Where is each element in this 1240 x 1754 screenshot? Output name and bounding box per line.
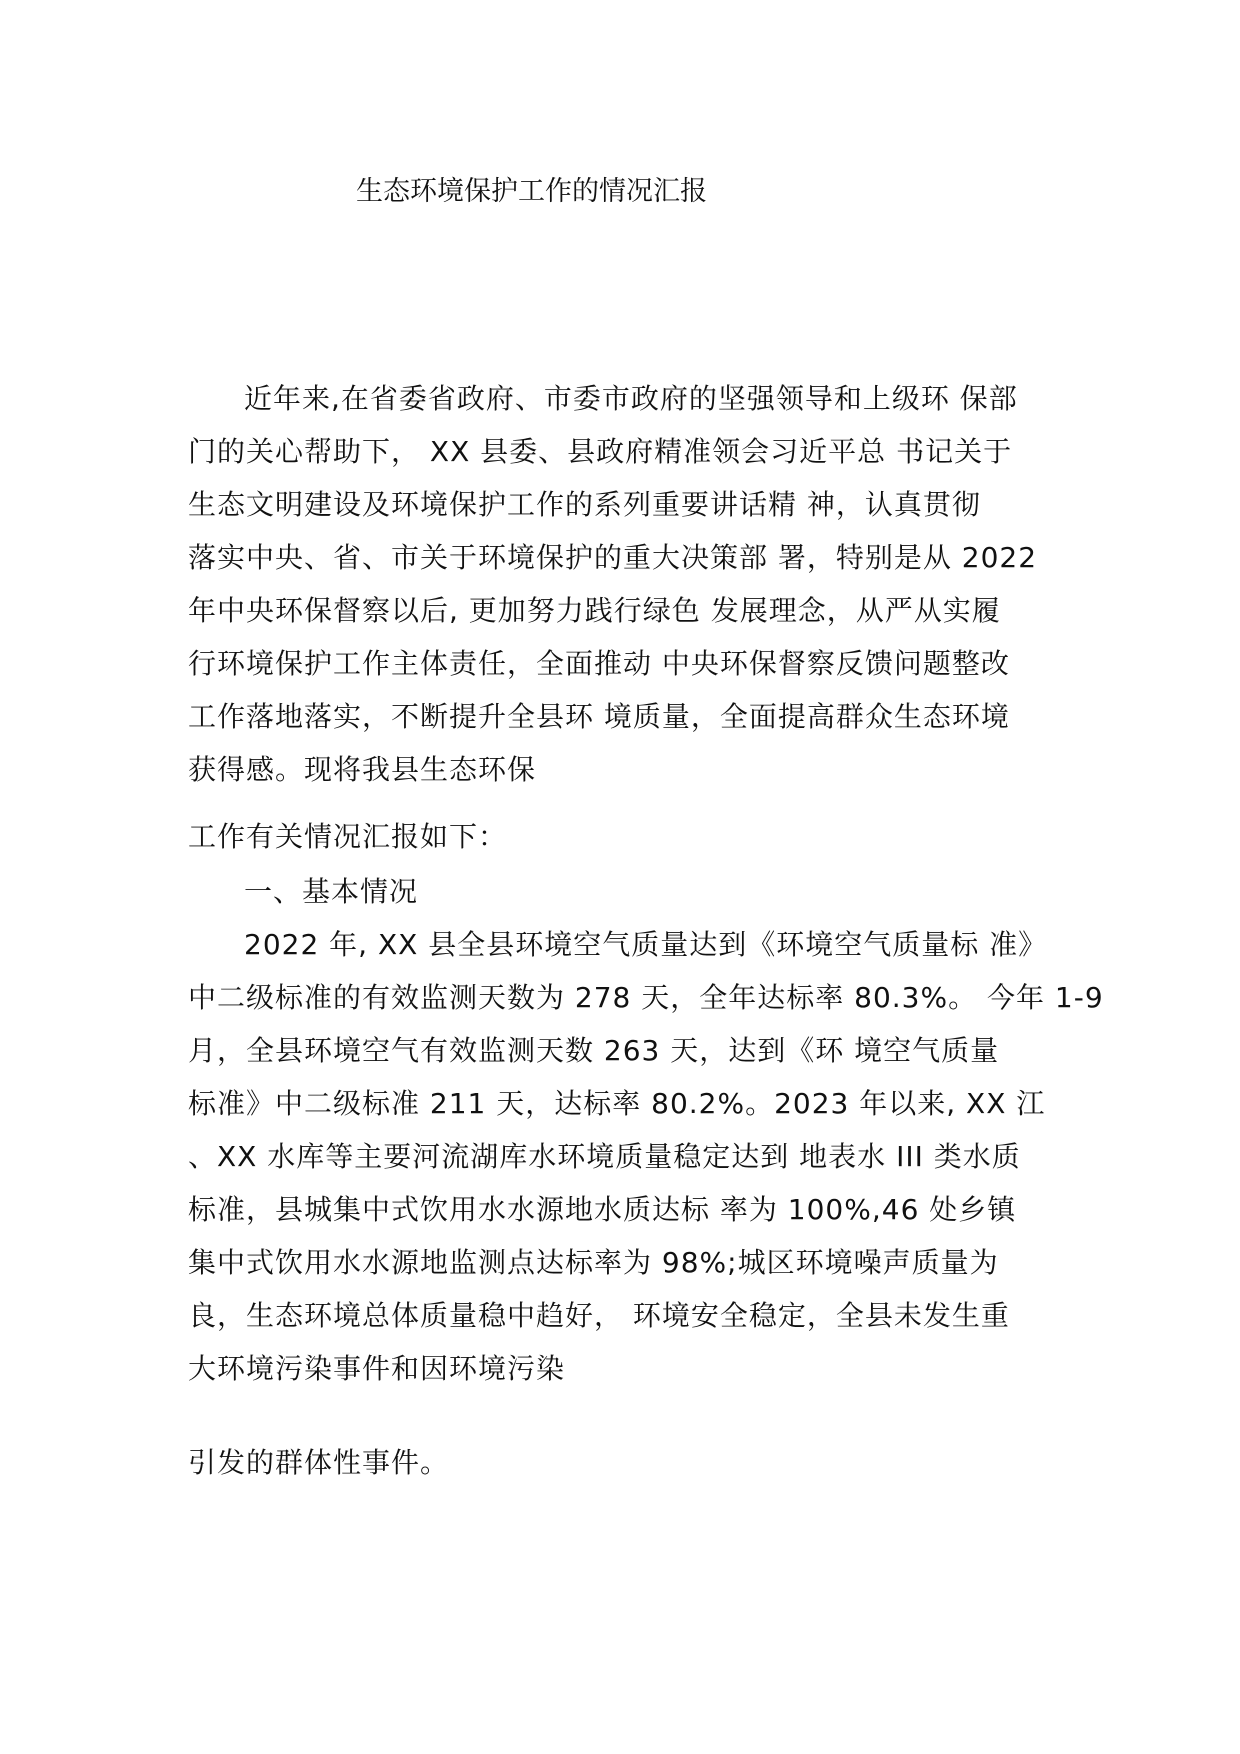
paragraph-line: 标准》中二级标准 211 天，达标率 80.2%。2023 年以来, XX 江 xyxy=(188,1087,1046,1120)
paragraph-line: 引发的群体性事件。 xyxy=(188,1446,450,1479)
paragraph-line: 、XX 水库等主要河流湖库水环境质量稳定达到 地表水 III 类水质 xyxy=(188,1140,1021,1173)
section-heading-text: 一、基本情况 xyxy=(244,875,419,908)
basic-situation-paragraph-tail xyxy=(188,1436,1068,1489)
paragraph-line: 落实中央、省、市关于环境保护的重大决策部 署，特别是从 2022 xyxy=(188,541,1038,574)
basic-situation-paragraph xyxy=(188,918,1104,1395)
paragraph-line: 集中式饮用水水源地监测点达标率为 98%;城区环境噪声质量为 xyxy=(188,1246,999,1279)
document-title: 生态环境保护工作的情况汇报 xyxy=(356,176,707,207)
intro-paragraph xyxy=(188,372,1068,796)
paragraph-line: 中二级标准的有效监测天数为 278 天，全年达标率 80.3%。 今年 1-9 xyxy=(188,981,1104,1014)
intro-paragraph-tail xyxy=(188,810,1068,863)
paragraph-line: 标准，县城集中式饮用水水源地水质达标 率为 100%,46 处乡镇 xyxy=(188,1193,1017,1226)
paragraph-line: 生态文明建设及环境保护工作的系列重要讲话精 神，认真贯彻 xyxy=(188,488,981,521)
section-heading xyxy=(188,865,1068,918)
paragraph-line: 2022 年, XX 县全县环境空气质量达到《环境空气质量标 准》 xyxy=(244,928,1048,961)
paragraph-line: 大环境污染事件和因环境污染 xyxy=(188,1352,566,1385)
paragraph-line: 工作有关情况汇报如下： xyxy=(188,820,508,853)
paragraph-line: 月，全县环境空气有效监测天数 263 天，达到《环 境空气质量 xyxy=(188,1034,1000,1067)
paragraph-line: 门的关心帮助下， XX 县委、县政府精准领会习近平总 书记关于 xyxy=(188,435,1013,468)
paragraph-line: 获得感。现将我县生态环保 xyxy=(188,753,537,786)
paragraph-line: 年中央环保督察以后, 更加努力践行绿色 发展理念，从严从实履 xyxy=(188,594,1001,627)
paragraph-line: 行环境保护工作主体责任，全面推动 中央环保督察反馈问题整改 xyxy=(188,647,1010,680)
paragraph-line: 工作落地落实，不断提升全县环 境质量，全面提高群众生态环境 xyxy=(188,700,1010,733)
paragraph-line: 良，生态环境总体质量稳中趋好， 环境安全稳定，全县未发生重 xyxy=(188,1299,1010,1332)
paragraph-line: 近年来,在省委省政府、市委市政府的坚强领导和上级环 保部 xyxy=(244,382,1018,415)
